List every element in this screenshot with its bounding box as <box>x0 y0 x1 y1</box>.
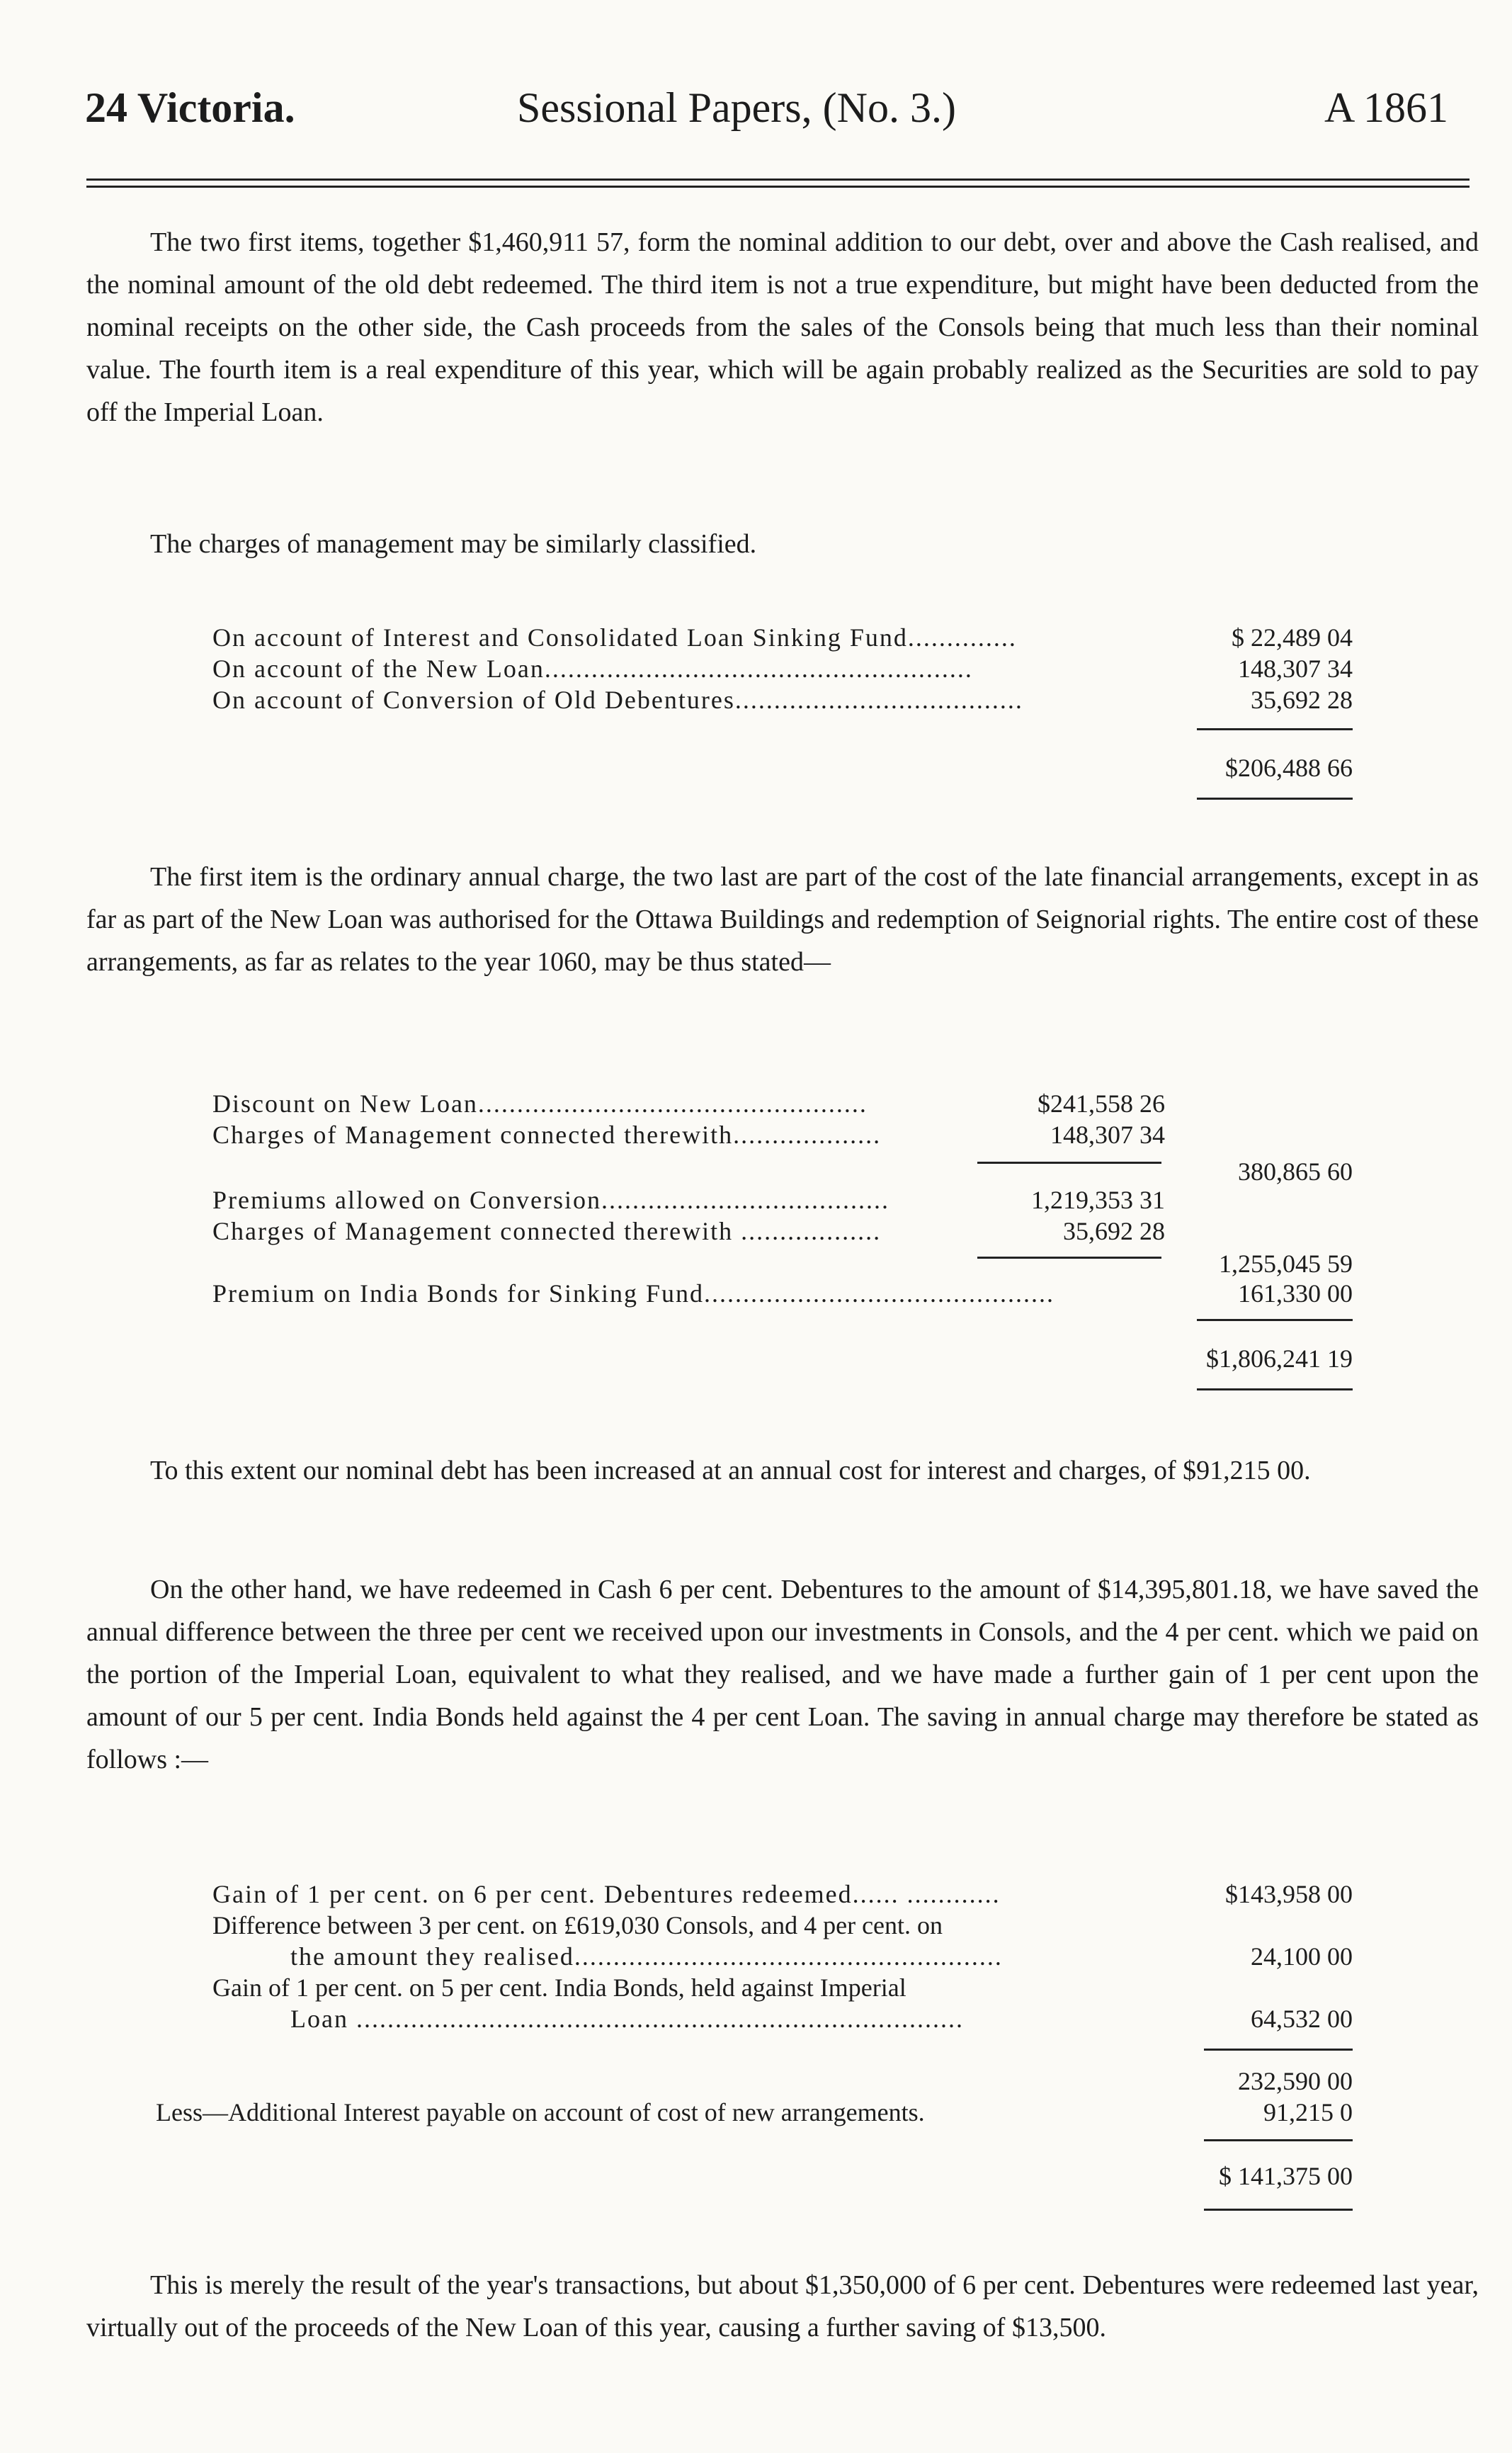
sum-rule <box>1197 728 1353 730</box>
table-row <box>212 684 1353 715</box>
row-amount: 91,215 0 <box>1263 2098 1353 2126</box>
management-charges-table <box>212 622 1353 806</box>
total-amount: $ 141,375 00 <box>1219 2162 1353 2190</box>
table-row <box>212 1088 1353 1119</box>
total-rule <box>1197 798 1353 800</box>
row-label: Charges of Management connected therewith................... <box>212 1121 882 1149</box>
table-row <box>156 1972 1353 2003</box>
row-amount: 148,307 34 <box>1050 1121 1165 1149</box>
row-amount: 24,100 00 <box>1251 1942 1353 1971</box>
row-label: Discount on New Loan.................................................. <box>212 1089 868 1118</box>
table-row <box>156 1941 1353 1972</box>
row-label: On account of Conversion of Old Debentures..................................... <box>212 686 1023 714</box>
total-row <box>212 1343 1353 1374</box>
paragraph-2: The charges of management may be similarly classified. <box>150 529 757 559</box>
subtotal-row <box>156 2066 1353 2097</box>
total-amount: $206,488 66 <box>1225 754 1353 782</box>
header-year: A 1861 <box>1324 84 1448 131</box>
total-rule <box>1197 1388 1353 1390</box>
row-amount: $241,558 26 <box>1038 1089 1165 1118</box>
row-amount: $ 22,489 04 <box>1232 623 1353 652</box>
table-row <box>156 1910 1353 1941</box>
subtotal-row-1 <box>212 1156 1353 1187</box>
paragraph-1: The two first items, together $1,460,911 57, form the nominal addition to our debt, over and above the Cash realised, and the nominal amount of the old debt redeemed. The third item is not a true expenditure, but might have been deducted from the nominal receipts on the other side, the Cash proceeds from the sales of the Consols being that much less than their nominal value. The fourth item is a real expenditure of this year, which will be again probably realized as the Securities are sold to pay off the Imperial Loan. <box>86 227 1479 427</box>
row-label: Charges of Management connected therewith .................. <box>212 1217 882 1245</box>
row-label: Loan .............................................................................. <box>290 2005 964 2033</box>
less-rule <box>1204 2139 1353 2141</box>
row-label: Less—Additional Interest payable on account of cost of new arrangements. <box>156 2098 925 2126</box>
paragraph-5: On the other hand, we have redeemed in Cash 6 per cent. Debentures to the amount of $14,395,801.18, we have saved the annual difference between the three per cent we received upon our investments in Consols, and the 4 per cent. which we paid on the portion of the Imperial Loan, equivalent to what they realised, and we have made a further gain of 1 per cent upon the amount of our 5 per cent. India Bonds held against the 4 per cent Loan. The saving in annual charge may therefore be stated as follows :— <box>86 1575 1479 1774</box>
row-label: Premium on India Bonds for Sinking Fund............................................. <box>212 1279 1055 1308</box>
header-rule-top <box>86 179 1470 181</box>
paragraph-6: This is merely the result of the year's transactions, but about $1,350,000 of 6 per cent. Debentures were redeemed last year, virtually out of the proceeds of the New Loan of this year, causing a further saving of $13,500. <box>86 2270 1479 2342</box>
paragraph-3: The first item is the ordinary annual charge, the two last are part of the cost of the late financial arrangements, except in as far as part of the New Loan was authorised for the Ottawa Buildings and redemption of Seignorial rights. The entire cost of these arrangements, as far as relates to the year 1060, may be thus stated— <box>86 862 1479 977</box>
row-label: On account of Interest and Consolidated Loan Sinking Fund.............. <box>212 623 1017 652</box>
row-label: Premiums allowed on Conversion..................................... <box>212 1186 889 1214</box>
sum-rule <box>1197 1319 1353 1321</box>
row-label: Difference between 3 per cent. on £619,030 Consols, and 4 per cent. on <box>212 1911 943 1939</box>
arrangements-cost-table <box>212 1088 1353 1400</box>
total-amount: $1,806,241 19 <box>1206 1344 1353 1373</box>
subtotal-amount: 232,590 00 <box>1238 2067 1353 2095</box>
row-amount: 35,692 28 <box>1251 686 1353 714</box>
row-amount: 161,330 00 <box>1238 1279 1353 1308</box>
less-row <box>156 2097 1353 2128</box>
row-label: Gain of 1 per cent. on 6 per cent. Debentures redeemed...... ............ <box>212 1880 1001 1908</box>
page-header <box>85 84 1477 140</box>
row-amount: 64,532 00 <box>1251 2005 1353 2033</box>
sum-rule <box>1204 2049 1353 2051</box>
header-title: Sessional Papers, (No. 3.) <box>517 84 956 131</box>
total-row <box>156 2160 1353 2192</box>
row-label: Gain of 1 per cent. on 5 per cent. India Bonds, held against Imperial <box>212 1973 906 2002</box>
subtotal-row-2 <box>212 1248 1353 1279</box>
subtotal-amount: 1,255,045 59 <box>1219 1250 1353 1278</box>
table-row <box>212 1278 1353 1309</box>
table-row <box>212 1216 1353 1247</box>
header-session: 24 Victoria. <box>85 84 295 131</box>
total-rule <box>1204 2209 1353 2211</box>
row-label: On account of the New Loan....................................................... <box>212 655 973 683</box>
table-row <box>156 2003 1353 2034</box>
paragraph-4: To this extent our nominal debt has been increased at an annual cost for interest and charges, of $91,215 00. <box>150 1456 1311 1485</box>
row-amount: 35,692 28 <box>1063 1217 1165 1245</box>
table-row <box>156 1879 1353 1910</box>
table-row <box>212 622 1353 653</box>
subtotal-amount: 380,865 60 <box>1238 1157 1353 1186</box>
table-row <box>212 653 1353 684</box>
row-amount: 148,307 34 <box>1238 655 1353 683</box>
table-row <box>212 1184 1353 1216</box>
table-row <box>212 1119 1353 1150</box>
annual-saving-table <box>156 1879 1353 2247</box>
total-row <box>212 752 1353 783</box>
header-rule-bottom <box>86 186 1470 188</box>
row-amount: 1,219,353 31 <box>1031 1186 1165 1214</box>
row-amount: $143,958 00 <box>1225 1880 1353 1908</box>
row-label: the amount they realised....................................................... <box>290 1942 1003 1971</box>
